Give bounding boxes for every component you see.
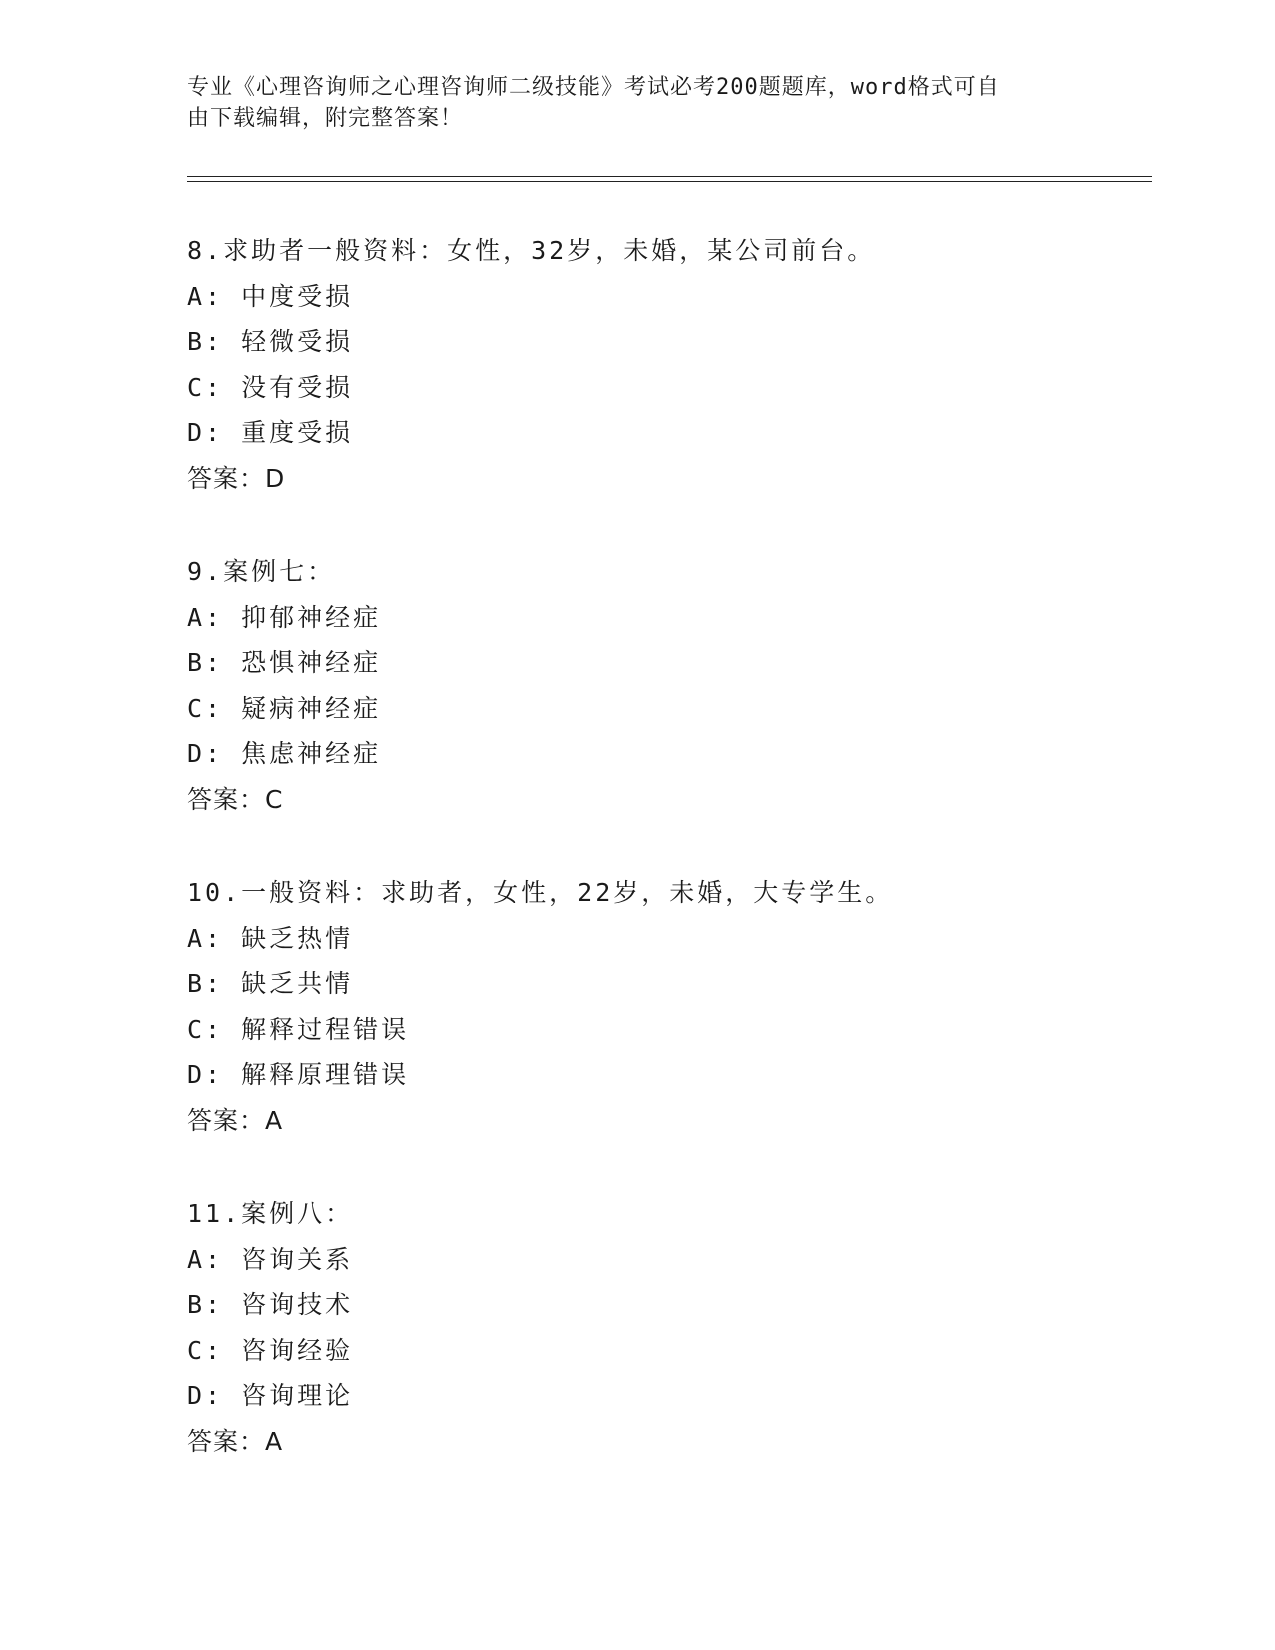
option-text: 恐惧神经症 bbox=[241, 648, 382, 677]
option-key: A: bbox=[187, 602, 224, 632]
option-text: 焦虑神经症 bbox=[241, 739, 382, 768]
option-text: 中度受损 bbox=[241, 281, 354, 311]
option-b bbox=[187, 319, 1147, 365]
header-divider-bottom bbox=[187, 181, 1152, 182]
option-d bbox=[187, 1052, 1147, 1098]
option-text: 抑郁神经症 bbox=[241, 602, 382, 632]
option-a bbox=[187, 595, 1147, 641]
header-divider-top bbox=[187, 176, 1152, 177]
question-9 bbox=[187, 549, 1147, 822]
answer-line: 答案：A bbox=[187, 1105, 284, 1135]
option-d bbox=[187, 731, 1147, 777]
question-11 bbox=[187, 1191, 1147, 1464]
option-key: B: bbox=[187, 648, 224, 677]
option-key: D: bbox=[187, 739, 224, 768]
option-text: 轻微受损 bbox=[241, 327, 354, 356]
answer-line: 答案：C bbox=[187, 784, 284, 814]
option-key: A: bbox=[187, 923, 224, 953]
option-key: C: bbox=[187, 693, 224, 723]
option-text: 咨询技术 bbox=[241, 1290, 354, 1319]
answer-line: 答案：D bbox=[187, 463, 286, 493]
question-stem: 11.案例八： bbox=[187, 1199, 354, 1228]
option-key: C: bbox=[187, 372, 224, 402]
option-d bbox=[187, 410, 1147, 456]
document-header bbox=[187, 72, 1067, 134]
question-8 bbox=[187, 228, 1147, 501]
option-text: 缺乏共情 bbox=[241, 969, 354, 998]
question-stem: 8.求助者一般资料：女性，32岁，未婚，某公司前台。 bbox=[187, 236, 876, 265]
header-line-2: 由下载编辑，附完整答案！ bbox=[187, 106, 464, 131]
question-stem: 10.一般资料：求助者，女性，22岁，未婚，大专学生。 bbox=[187, 878, 894, 907]
option-b bbox=[187, 961, 1147, 1007]
option-c bbox=[187, 1328, 1147, 1374]
option-b bbox=[187, 640, 1147, 686]
answer-line: 答案：A bbox=[187, 1426, 284, 1456]
option-key: C: bbox=[187, 1014, 224, 1044]
option-text: 重度受损 bbox=[241, 418, 354, 447]
option-text: 咨询理论 bbox=[241, 1381, 354, 1410]
option-text: 咨询经验 bbox=[241, 1335, 354, 1365]
option-text: 解释过程错误 bbox=[241, 1014, 410, 1044]
option-c bbox=[187, 365, 1147, 411]
question-10 bbox=[187, 870, 1147, 1143]
question-list bbox=[187, 228, 1147, 1512]
option-key: D: bbox=[187, 418, 224, 447]
option-d bbox=[187, 1373, 1147, 1419]
option-key: C: bbox=[187, 1335, 224, 1365]
option-b bbox=[187, 1282, 1147, 1328]
option-key: B: bbox=[187, 1290, 224, 1319]
option-a bbox=[187, 1237, 1147, 1283]
option-c bbox=[187, 686, 1147, 732]
option-a bbox=[187, 916, 1147, 962]
option-key: D: bbox=[187, 1381, 224, 1410]
option-text: 解释原理错误 bbox=[241, 1060, 410, 1089]
header-line-1: 专业《心理咨询师之心理咨询师二级技能》考试必考200题题库，word格式可自 bbox=[187, 75, 1000, 100]
option-a bbox=[187, 274, 1147, 320]
question-stem: 9.案例七： bbox=[187, 557, 336, 586]
option-text: 疑病神经症 bbox=[241, 693, 382, 723]
option-key: D: bbox=[187, 1060, 224, 1089]
option-key: B: bbox=[187, 327, 224, 356]
option-key: B: bbox=[187, 969, 224, 998]
option-text: 咨询关系 bbox=[241, 1244, 354, 1274]
option-c bbox=[187, 1007, 1147, 1053]
option-key: A: bbox=[187, 1244, 224, 1274]
option-text: 没有受损 bbox=[241, 372, 354, 402]
option-key: A: bbox=[187, 281, 224, 311]
option-text: 缺乏热情 bbox=[241, 923, 354, 953]
